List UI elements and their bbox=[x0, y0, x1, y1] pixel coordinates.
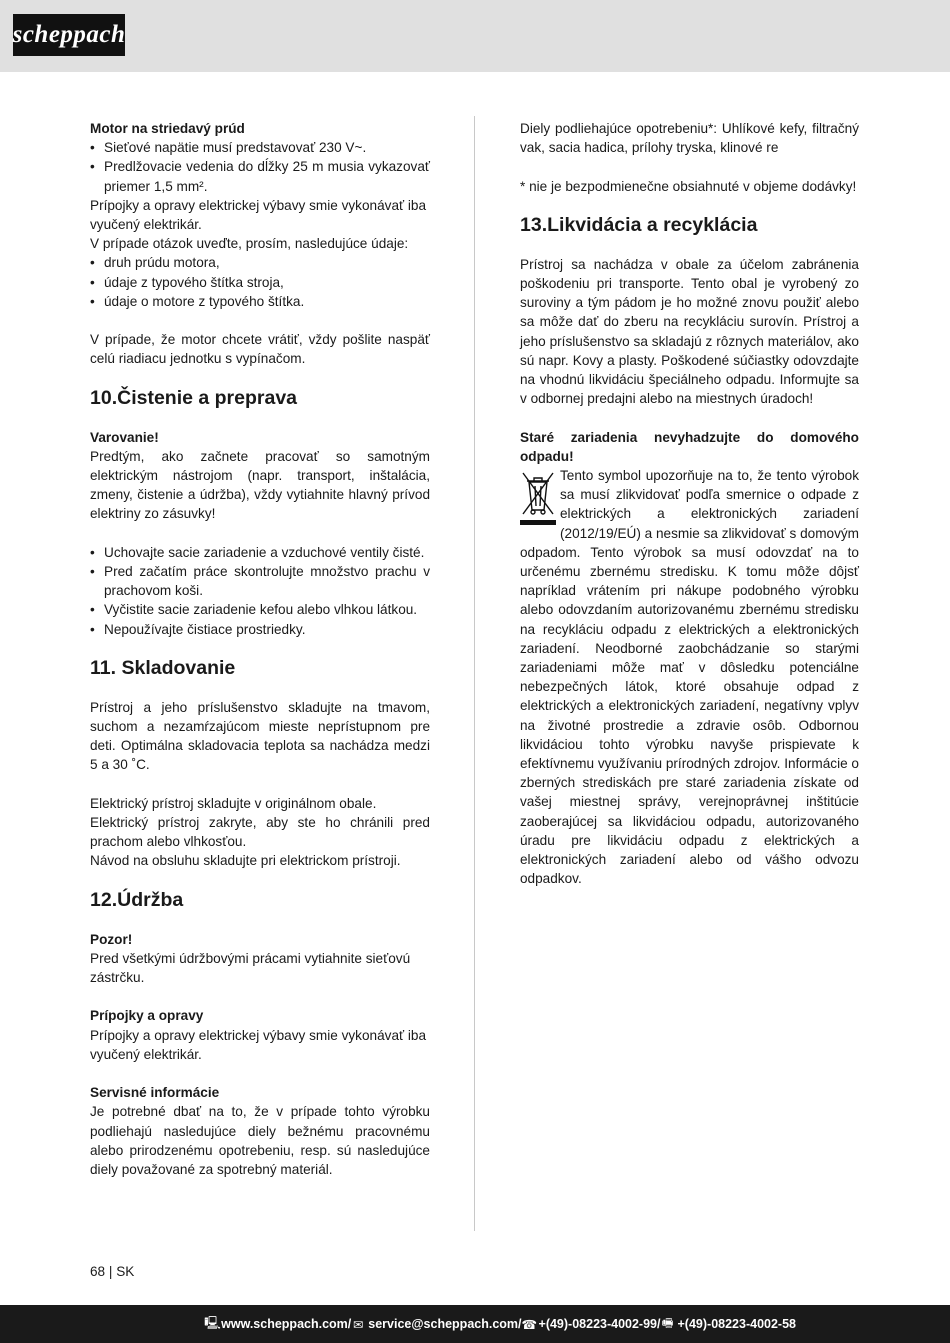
computer-icon: 🖳 bbox=[204, 1315, 221, 1330]
connections-heading: Prípojky a opravy bbox=[90, 1008, 204, 1024]
section-title: Likvidácia a recyklácia bbox=[547, 213, 758, 236]
page-number: 68 | SK bbox=[90, 1264, 135, 1279]
header-bar bbox=[0, 0, 950, 72]
crossed-bin-icon bbox=[520, 470, 556, 526]
motor-heading: Motor na striedavý prúd bbox=[90, 121, 245, 136]
caution-heading: Pozor! bbox=[90, 931, 133, 947]
motor-paragraph: V prípade otázok uveďte, prosím, nasledujúce údaje: bbox=[90, 236, 409, 252]
caution-text: Pred všetkými údržbovými prácami vytiahnite sieťovú zástrčku. bbox=[90, 950, 411, 986]
section-title: Čistenie a preprava bbox=[117, 386, 298, 409]
service-text: Je potrebné dbať na to, že v prípade tohto výrobku podliehajú nasledujúce diely bežnému pracovnému alebo prirodzenému opotrebeniu, resp. sú nasledujúce diely považované za spotrebný materiál. bbox=[90, 1104, 430, 1178]
list-item: • Predlžovacie vedenia do dĺžky 25 m musia vykazovať priemer 1,5 mm². bbox=[90, 157, 430, 195]
service-heading: Servisné informácie bbox=[90, 1085, 220, 1101]
storage-paragraph: Prístroj a jeho príslušenstvo skladujte na tmavom, suchom a nezamŕzajúcom mieste neprístupnom pre deti. Optimálna skladovacia teplota sa nachádza medzi 5 a 30 ˚C. bbox=[90, 699, 430, 773]
disposal-paragraph: Prístroj sa nachádza v obale za účelom zabránenia poškodeniu pri transporte. Tento obal je vyrobený zo suroviny a tým pádom je ho možné znovu použiť alebo sa môže dať do zberu na recykláciu surovín. Prístroj a jeho príslušenstvo sa skladajú z rôznych materiálov, ako sú napr. Kovy a plasty. Poškodené súčiastky odovzdajte na vhodnú likvidáciu špeciálneho odpadu. Informujte sa v odbornej predajni alebo na miestnych úradoch! bbox=[520, 256, 859, 407]
list-item: • Uchovajte sacie zariadenie a vzduchové ventily čisté. bbox=[90, 543, 430, 562]
motor-bullet-list bbox=[90, 138, 430, 196]
storage-paragraph: Elektrický prístroj zakryte, aby ste ho chránili pred prachom alebo vlhkosťou. bbox=[90, 815, 430, 850]
left-column bbox=[90, 119, 430, 1179]
section-number: 13. bbox=[520, 213, 548, 236]
footer-bar bbox=[0, 1305, 950, 1343]
section-heading-10 bbox=[90, 386, 430, 410]
weee-text: Tento symbol upozorňuje na to, že tento výrobok sa musí zlikvidovať podľa smernice o odpade z elektrických a elektronických zariadení (2012/19/EÚ) a nesmie sa zlikvidovať s domovým odpadom. Tento výrobok sa musí odovzdať na to určenému zbernému stredisku. K tomu môže dôjsť napríklad vrátením pri nákupe podobného výrobku alebo odovzdaním autorizovanému zbernému stredisku na recykláciu odpadu z elektrických a elektronických zariadení. Neodborné zaobchádzanie so starými zariadeniami môže mať v dôsledku potenciálne nebezpečných látok, ktoré obsahuje odpad z elektrických a elektronických zariadení, negatívny vplyv na životné prostredie a zdravie osôb. Odbornou likvidáciou tohto výrobku navyše prispievate k efektívnemu využívaniu prírodných zdrojov. Informácie o zberných strediskách pre staré zariadenia získate od vašej miestnej správy, verejnoprávnej inštitúcie zaoberajúcej sa likvidáciou odpadu, autorizovaného úradu pre likvidáciu odpadu z elektrických a elektronických zariadení alebo od vášho odvozu odpadkov. bbox=[520, 468, 859, 887]
weee-block bbox=[520, 466, 859, 888]
list-item: • druh prúdu motora, bbox=[90, 253, 430, 272]
section-number: 10. bbox=[90, 386, 118, 409]
old-devices-heading: Staré zariadenia nevyhadzujte do domového odpadu! bbox=[520, 429, 859, 464]
motor-paragraph: V prípade, že motor chcete vrátiť, vždy pošlite naspäť celú riadiacu jednotku s vypínačom. bbox=[90, 332, 430, 367]
section-heading-11 bbox=[90, 656, 430, 680]
warning-text: Predtým, ako začnete pracovať so samotným elektrickým nástrojom (napr. transport, inštalácia, zmeny, čistenie a údržba), vždy vytiahnite hlavný prívod elektriny zo zásuvky! bbox=[90, 448, 430, 522]
motor-paragraph: Prípojky a opravy elektrickej výbavy smie vykonávať iba vyučený elektrikár. bbox=[90, 197, 427, 233]
wear-parts-text: Diely podliehajúce opotrebeniu*: Uhlíkové kefy, filtračný vak, sacia hadica, prílohy tryska, klinové re bbox=[520, 121, 859, 156]
scheppach-logo: scheppach bbox=[13, 14, 125, 56]
section-heading-12 bbox=[90, 888, 430, 912]
section-title: Skladovanie bbox=[121, 656, 236, 679]
footnote-text: * nie je bezpodmienečne obsiahnuté v objeme dodávky! bbox=[520, 178, 857, 194]
column-divider bbox=[474, 116, 475, 1231]
mail-icon: ✉ bbox=[353, 1317, 364, 1332]
separator: / bbox=[518, 1317, 522, 1331]
list-item: • Pred začatím práce skontrolujte množstvo prachu v prachovom koši. bbox=[90, 562, 430, 600]
email-link[interactable]: service@scheppach.com bbox=[368, 1317, 519, 1331]
list-item: • údaje o motore z typového štítka. bbox=[90, 292, 430, 311]
section-title: Údržba bbox=[117, 888, 184, 911]
connections-text: Prípojky a opravy elektrickej výbavy smie vykonávať iba vyučený elektrikár. bbox=[90, 1027, 427, 1062]
phone-icon: ☎ bbox=[521, 1317, 538, 1332]
section-number: 12. bbox=[90, 888, 118, 911]
section-heading-13 bbox=[520, 213, 859, 237]
section-number: 11. bbox=[90, 656, 117, 679]
phone-number: +(49)-08223-4002-99 bbox=[538, 1317, 658, 1331]
list-item: • Vyčistite sacie zariadenie kefou alebo vlhkou látkou. bbox=[90, 600, 430, 619]
storage-paragraph: Elektrický prístroj skladujte v originálnom obale. bbox=[90, 795, 377, 811]
warning-heading: Varovanie! bbox=[90, 429, 159, 445]
motor-info-list bbox=[90, 253, 430, 311]
separator: / bbox=[347, 1317, 352, 1331]
fax-icon: 🖷 bbox=[661, 1315, 674, 1330]
page-number-value: 68 bbox=[90, 1264, 106, 1279]
separator: / bbox=[657, 1317, 661, 1331]
website-link[interactable]: www.scheppach.com bbox=[221, 1317, 348, 1331]
right-column bbox=[520, 119, 859, 888]
fax-number: +(49)-08223-4002-58 bbox=[677, 1317, 796, 1331]
storage-paragraph: Návod na obsluhu skladujte pri elektrickom prístroji. bbox=[90, 853, 401, 869]
cleaning-bullet-list bbox=[90, 543, 430, 639]
list-item: • Nepoužívajte čistiace prostriedky. bbox=[90, 620, 430, 639]
list-item: • údaje z typového štítka stroja, bbox=[90, 273, 430, 292]
language-code: SK bbox=[116, 1264, 135, 1279]
list-item: • Sieťové napätie musí predstavovať 230 V~. bbox=[90, 138, 430, 157]
